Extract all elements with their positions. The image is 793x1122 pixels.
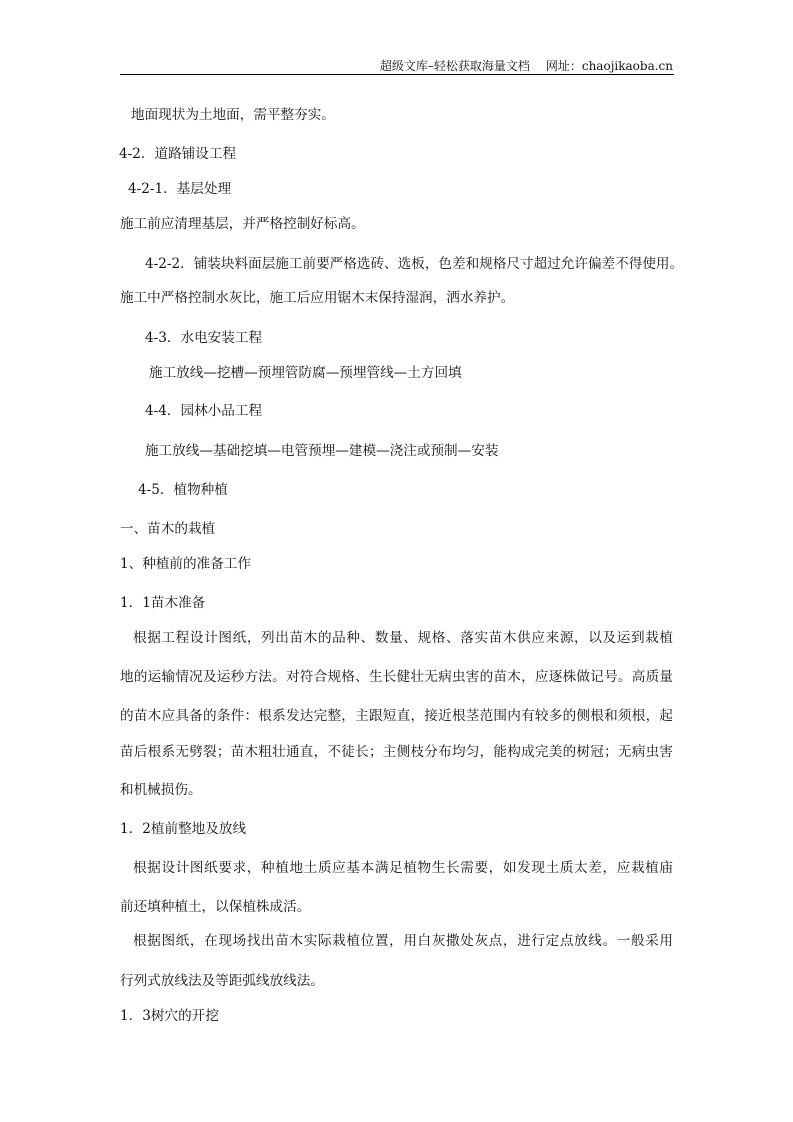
paragraph-line: 和机械损伤。 xyxy=(120,782,202,798)
heading: 1．1苗木准备 xyxy=(120,595,206,611)
section-heading: 4-2．道路铺设工程 xyxy=(119,146,237,162)
paragraph-line: 施工前应清理基层，并严格控制好标高。 xyxy=(120,216,365,232)
paragraph-line: 施工放线—基础挖填—电管预埋—建模—浇注或预制—安装 xyxy=(145,443,499,459)
heading: 1、种植前的准备工作 xyxy=(120,556,251,572)
paragraph-line: 根据设计图纸要求，种植地土质应基本满足植物生长需要，如发现土质太差，应栽植庙 xyxy=(133,860,673,876)
paragraph-line: 根据图纸，在现场找出苗木实际栽植位置，用白灰撒处灰点，进行定点放线。一般采用 xyxy=(133,933,673,949)
heading: 1．3树穴的开挖 xyxy=(120,1008,219,1024)
section-heading: 4-5．植物种植 xyxy=(138,482,228,498)
section-heading: 4-3．水电安装工程 xyxy=(145,330,263,346)
paragraph-line: 地的运输情况及运秒方法。对符合规格、生长健壮无病虫害的苗木，应逐株做记号。高质量 xyxy=(120,669,673,685)
header-url: 网址：chaojikaoba.cn xyxy=(545,59,673,73)
page-header xyxy=(380,57,673,74)
paragraph-line: 行列式放线法及等距弧线放线法。 xyxy=(120,973,324,989)
paragraph-line: 的苗木应具备的条件：根系发达完整，主跟短直，接近根茎范围内有较多的侧根和须根，起 xyxy=(120,708,673,724)
paragraph-line: 4-2-2．铺装块料面层施工前要严格选砖、选板，色差和规格尺寸超过允许偏差不得使用。 xyxy=(145,256,684,272)
paragraph-line: 根据工程设计图纸，列出苗木的品种、数量、规格、落实苗木供应来源，以及运到栽植 xyxy=(133,630,673,646)
section-heading: 4-4．园林小品工程 xyxy=(145,403,263,419)
heading: 一、苗木的栽植 xyxy=(120,521,216,537)
subsection-heading: 4-2-1．基层处理 xyxy=(128,181,232,197)
heading: 1．2植前整地及放线 xyxy=(120,821,247,837)
paragraph-line: 前还填种植土，以保植株成活。 xyxy=(120,899,311,915)
paragraph-line: 地面现状为土地面，需平整夯实。 xyxy=(131,107,335,123)
header-rule xyxy=(120,74,674,75)
header-site-name: 超级文库–轻松获取海量文档 xyxy=(379,59,530,73)
paragraph-line: 施工放线—挖槽—预埋管防腐—预埋管线—土方回填 xyxy=(149,365,462,381)
paragraph-line: 苗后根系无劈裂；苗木粗壮通直，不徒长；主侧枝分布均匀，能构成完美的树冠；无病虫害 xyxy=(120,744,673,760)
paragraph-line: 施工中严格控制水灰比，施工后应用锯木末保持湿润，洒水养护。 xyxy=(120,290,515,306)
